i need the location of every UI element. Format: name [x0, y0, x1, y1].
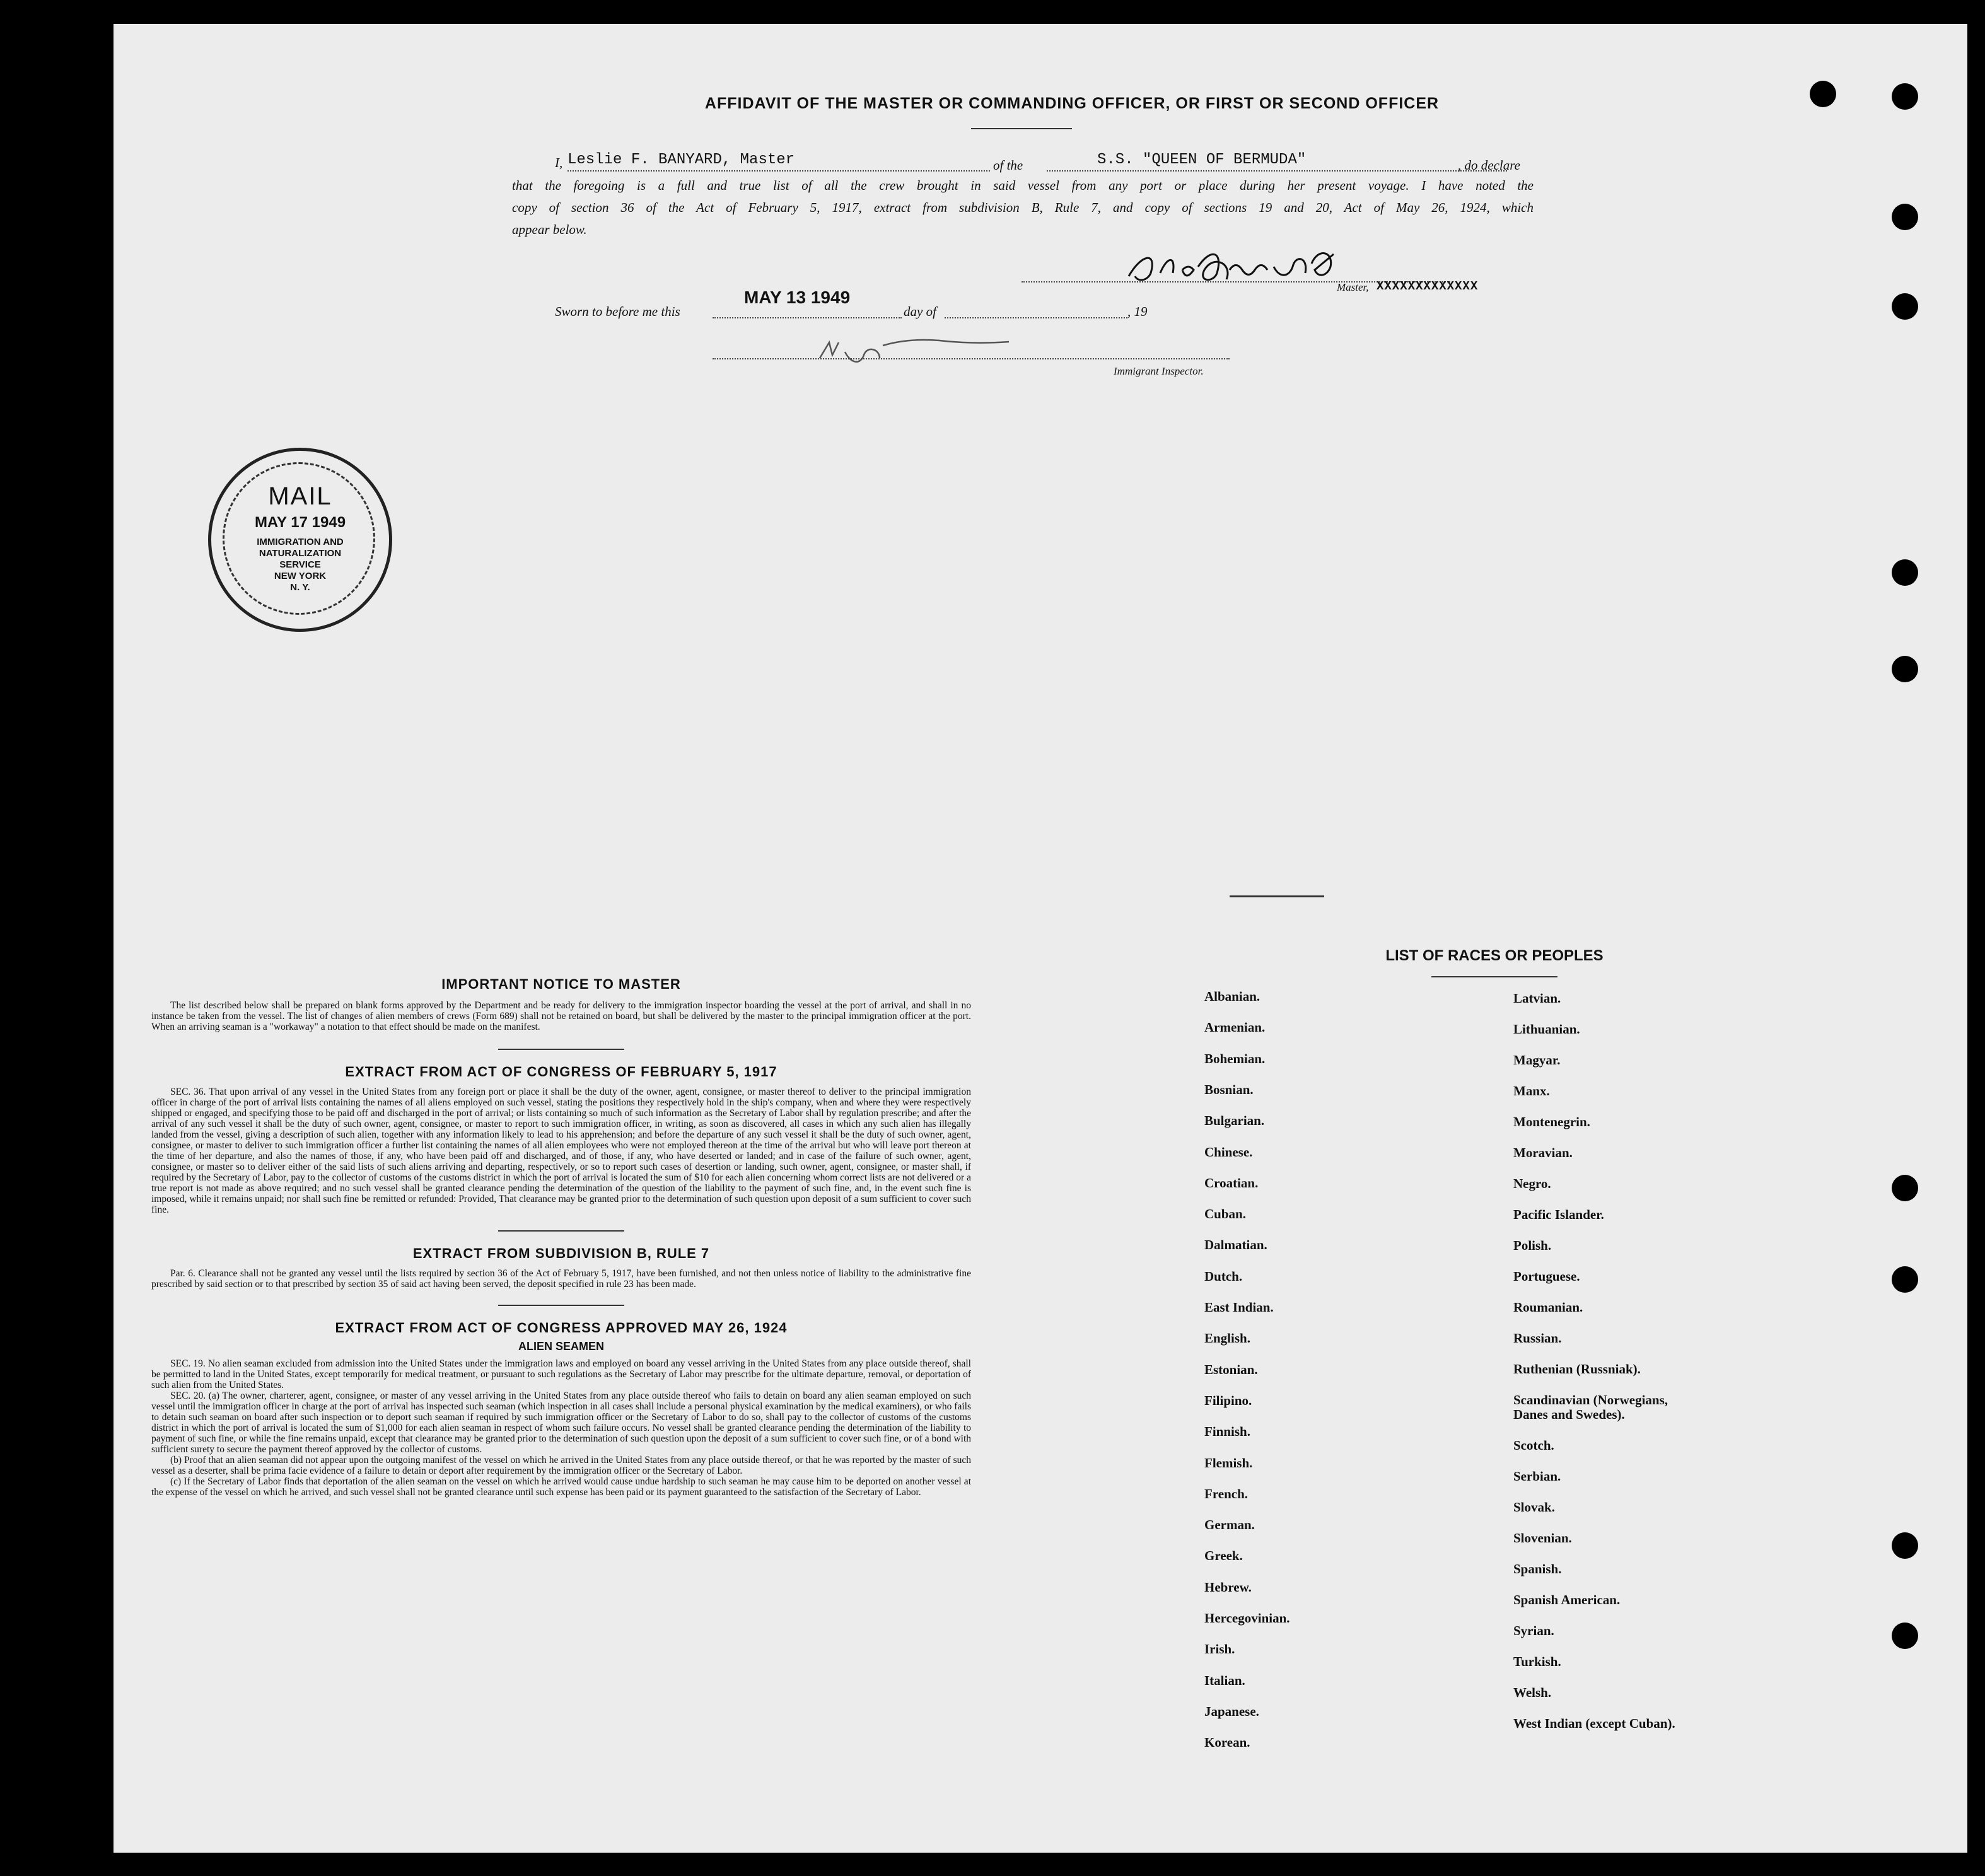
punch-hole — [1892, 1532, 1918, 1559]
race-item: Japanese. — [1204, 1703, 1259, 1719]
race-item: Latvian. — [1513, 991, 1561, 1006]
race-item: Russian. — [1513, 1331, 1562, 1346]
master-label: Master, — [1337, 281, 1369, 293]
extract-1917-text: SEC. 36. That upon arrival of any vessel in the United States from any foreign port or place it shall be the duty of the owner, agent, consignee, or master thereof to deliver to the principal immigration officer in charge of the port of arrival lists containing the names of all aliens employed on such vessel, stating the positions they respectively hold in the ship's company, when and where they were respectively shipped or engaged, and specifying those to be paid off and discharged in the port of arrival; or lists containing so much of such information as the Secretary of Labor shall by regulation prescribe; and after the arrival of any such vessel it shall be the duty of such owner, agent, consignee, or master to report to such immigration officer, in writing, as soon as discovered, all cases in which any such alien has illegally landed from the vessel, giving a description of such alien, together with any information likely to lead to his apprehension; and before the departure of any such vessel it shall be the duty of such owner, agent, consignee, or master to deliver to such immigration officer a further list containing the names of all alien employees who were not employed thereon at the time of the arrival but who will leave port thereon at the time of her departure, and also the names of those, if any, who have been paid off and discharged, and of those, if any, who have deserted or landed; and in case of the failure of such owner, agent, consignee, or master so to deliver either of the said lists of such aliens arriving and departing, respectively, or so to report such cases of desertion or landing, such owner, agent, consignee, or master shall, if required by the Secretary of Labor, pay to the collector of customs of the customs district in which the port of arrival is located the sum of $10 for each alien concerning whom correct lists are not delivered or a true report is not made as above required; and no such vessel shall be granted clearance pending the determination of the question of the liability to the payment of such fine, and, in the event such fine is imposed, while it remains unpaid; nor shall such fine be remitted or refunded: Provided, That clearance may be granted prior to the determination of such question upon deposit of a sum sufficient to cover such fine. — [151, 1087, 971, 1215]
race-item: Roumanian. — [1513, 1300, 1583, 1315]
sec20c-text: (c) If the Secretary of Labor finds that deportation of the alien seaman on the vessel on which he arrived would cause undue hardship to such seaman he may cause him to be deported on another vessel at the expense of the vessel on which he arrived, and such vessel shall not be granted clearance until such expense has been paid or its payment guaranteed to the satisfaction of the Secretary of Labor. — [151, 1476, 971, 1498]
races-title: LIST OF RACES OR PEOPLES — [1385, 947, 1604, 964]
inspector-label: Immigrant Inspector. — [1114, 365, 1204, 377]
race-item: Polish. — [1513, 1238, 1552, 1253]
race-item: Turkish. — [1513, 1654, 1561, 1669]
divider-2 — [498, 1230, 624, 1232]
race-item: Dalmatian. — [1204, 1237, 1267, 1253]
mail-stamp-line4: NEW YORK — [274, 571, 327, 581]
race-item: Italian. — [1204, 1672, 1245, 1688]
race-item: Greek. — [1204, 1548, 1243, 1564]
vessel-name: S.S. "QUEEN OF BERMUDA" — [1097, 151, 1307, 168]
race-item: Estonian. — [1204, 1361, 1258, 1377]
affidavit-line-3: copy of section 36 of the Act of February 5, 1917, extract from subdivision B, Rule 7, and copy of sections 19 and 20, Act of May 26, 1924, which — [512, 200, 1534, 215]
race-item: Slovak. — [1513, 1500, 1555, 1515]
i-label: I, — [555, 155, 563, 170]
race-item: Bulgarian. — [1204, 1113, 1265, 1129]
race-item: German. — [1204, 1517, 1255, 1533]
mail-stamp-mail: MAIL — [268, 482, 332, 510]
mail-stamp — [208, 448, 392, 632]
race-item: Filipino. — [1204, 1392, 1252, 1408]
race-item: Scandinavian (Norwegians, Danes and Swedes). — [1513, 1392, 1668, 1422]
sworn-date-stamp: MAY 13 1949 — [744, 288, 851, 307]
punch-hole — [1810, 81, 1836, 107]
mail-stamp-line2: NATURALIZATION — [259, 548, 342, 559]
punch-hole — [1892, 293, 1918, 320]
notice-text: The list described below shall be prepared on blank forms approved by the Department and be ready for delivery to the immigration inspector boarding the vessel at the port of arrival, and shall in no instance be taken from the vessel. The list of changes of alien members of crews (Form 689) shall not be retained on board, but shall be delivered by the master to the principal immigration officer at the port. When an arriving seaman is a "workaway" a notation to that effect should be made on the manifest. — [151, 1000, 971, 1032]
race-item: Spanish. — [1513, 1561, 1562, 1576]
inspector-line — [713, 358, 1230, 359]
month-line — [945, 317, 1127, 318]
race-item: French. — [1204, 1486, 1249, 1501]
race-item: Syrian. — [1513, 1623, 1554, 1638]
race-item: Dutch. — [1204, 1268, 1243, 1284]
divider-1 — [498, 1049, 624, 1050]
legal-notices — [151, 976, 971, 1498]
race-item: Albanian. — [1204, 989, 1260, 1004]
sec20b-text: (b) Proof that an alien seaman did not appear upon the outgoing manifest of the vessel on which he arrived in the United States from any place outside thereof, or that he was reported by the master of such vessel as a deserter, shall be prima facie evidence of a failure to detain or deport after requirement by the immigration officer or the Secretary of Labor. — [151, 1455, 971, 1476]
punch-hole — [1892, 559, 1918, 586]
vessel-line — [1047, 170, 1507, 172]
race-item: Irish. — [1204, 1641, 1235, 1657]
mail-stamp-line5: N. Y. — [290, 582, 310, 593]
notice-title: IMPORTANT NOTICE TO MASTER — [441, 976, 681, 992]
do-declare-label: , do declare — [1458, 158, 1520, 173]
master-signature — [1122, 242, 1349, 292]
race-item: Ruthenian (Russniak). — [1513, 1361, 1641, 1377]
affidavit-line-4: appear below. — [512, 222, 587, 237]
race-item: Moravian. — [1513, 1145, 1573, 1160]
extract-1924-title: EXTRACT FROM ACT OF CONGRESS APPROVED MAY 26, 1924 — [335, 1320, 788, 1336]
punch-hole — [1892, 1175, 1918, 1201]
race-item: Welsh. — [1513, 1685, 1552, 1700]
punch-hole — [1892, 83, 1918, 110]
race-item: Lithuanian. — [1513, 1022, 1580, 1037]
race-item: Chinese. — [1204, 1144, 1253, 1160]
divider-3 — [498, 1305, 624, 1306]
master-title-struck: XXXXXXXXXXXXX — [1377, 279, 1479, 293]
master-name-line — [568, 170, 990, 172]
race-item: Magyar. — [1513, 1052, 1561, 1068]
race-item: Scotch. — [1513, 1438, 1554, 1453]
race-item: Croatian. — [1204, 1175, 1259, 1191]
race-item: Spanish American. — [1513, 1592, 1621, 1607]
affidavit-title: AFFIDAVIT OF THE MASTER OR COMMANDING OFFICER, OR FIRST OR SECOND OFFICER — [704, 95, 1440, 112]
race-item: Bohemian. — [1204, 1051, 1266, 1066]
extract-1924-subtitle: ALIEN SEAMEN — [518, 1340, 604, 1353]
document-page — [114, 24, 1967, 1853]
race-item: Portuguese. — [1513, 1269, 1580, 1284]
affidavit-line-2: that the foregoing is a full and true list of all the crew brought in said vessel from any port or place during her present voyage. I have noted the — [512, 178, 1534, 193]
rule7-text: Par. 6. Clearance shall not be granted any vessel until the lists required by section 36 of the Act of February 5, 1917, have been furnished, and not then unless notice of liability to the administrative fine prescribed by said section or to that prescribed by section 35 of said act having been served, the deposit specified in rule 23 has been made. — [151, 1268, 971, 1290]
race-item: Montenegrin. — [1513, 1114, 1590, 1129]
sec19-text: SEC. 19. No alien seaman excluded from admission into the United States under the immigration laws and employed on board any vessel arriving in the United States from any place outside thereof, shall be permitted to land in the United States, except temporarily for medical treatment, or pursuant to such regulations as the Secretary of Labor may prescribe for the ultimate departure, removal, or deportation of such alien from the United States. — [151, 1358, 971, 1390]
mail-stamp-date: MAY 17 1949 — [254, 514, 346, 531]
of-the-label: of the — [993, 158, 1023, 173]
race-item: Slovenian. — [1513, 1530, 1572, 1546]
race-item: Serbian. — [1513, 1469, 1561, 1484]
punch-hole — [1892, 1623, 1918, 1649]
race-item: Hercegovinian. — [1204, 1611, 1290, 1626]
master-name: Leslie F. BANYARD, Master — [568, 151, 795, 168]
sworn-date-line — [713, 317, 902, 318]
race-item: Bosnian. — [1204, 1081, 1254, 1097]
title-divider — [971, 128, 1072, 129]
race-item: Finnish. — [1204, 1424, 1250, 1440]
mail-stamp-line1: IMMIGRATION AND — [257, 537, 344, 547]
race-item: Negro. — [1513, 1176, 1551, 1191]
race-item: Manx. — [1513, 1083, 1550, 1098]
punch-hole — [1892, 1266, 1918, 1293]
race-item: Armenian. — [1204, 1020, 1266, 1035]
ghost-rule — [1230, 895, 1324, 897]
mail-stamp-line3: SERVICE — [279, 559, 321, 570]
sec20a-text: SEC. 20. (a) The owner, charterer, agent, consignee, or master of any vessel arriving in the United States from any place outside thereof who fails to detain on board any alien seaman employed on such vessel until the immigration officer in charge at the port of arrival has inspected such seaman (which inspection in all cases shall include a personal physical examination by the medical examiners), or who fails to detain such seaman on board after such inspection or to deport such seaman if required by such immigration officer or the Secretary of Labor to do so, shall pay to the collector of customs of the customs district in which the port of arrival is located the sum of $1,000 for each alien seaman in respect of whom such failure occurs. No vessel shall be granted clearance pending the determination of the liability to payment of such fine, or while the fine remains unpaid, except that clearance may be granted prior to the determination of such question upon the deposit of a sum sufficient to cover such fine, or of a bond with sufficient surety to secure the payment thereof approved by the collector of customs. — [151, 1390, 971, 1455]
inspector-signature — [801, 327, 1015, 371]
race-item: West Indian (except Cuban). — [1513, 1716, 1675, 1731]
year-label: , 19 — [1127, 304, 1148, 319]
races-title-rule — [1431, 976, 1557, 977]
race-item: Flemish. — [1204, 1455, 1253, 1471]
race-item: Pacific Islander. — [1513, 1207, 1604, 1222]
race-item: Cuban. — [1204, 1206, 1246, 1222]
rule7-title: EXTRACT FROM SUBDIVISION B, RULE 7 — [412, 1245, 710, 1261]
race-item: Hebrew. — [1204, 1579, 1252, 1595]
race-item: Korean. — [1204, 1735, 1250, 1751]
extract-1917-title: EXTRACT FROM ACT OF CONGRESS OF FEBRUARY 5, 1917 — [345, 1064, 777, 1080]
race-item: East Indian. — [1204, 1300, 1274, 1315]
punch-hole — [1892, 204, 1918, 230]
sworn-label: Sworn to before me this — [555, 304, 680, 319]
day-of-label: day of — [904, 304, 936, 319]
race-item: English. — [1204, 1331, 1250, 1346]
punch-hole — [1892, 656, 1918, 682]
